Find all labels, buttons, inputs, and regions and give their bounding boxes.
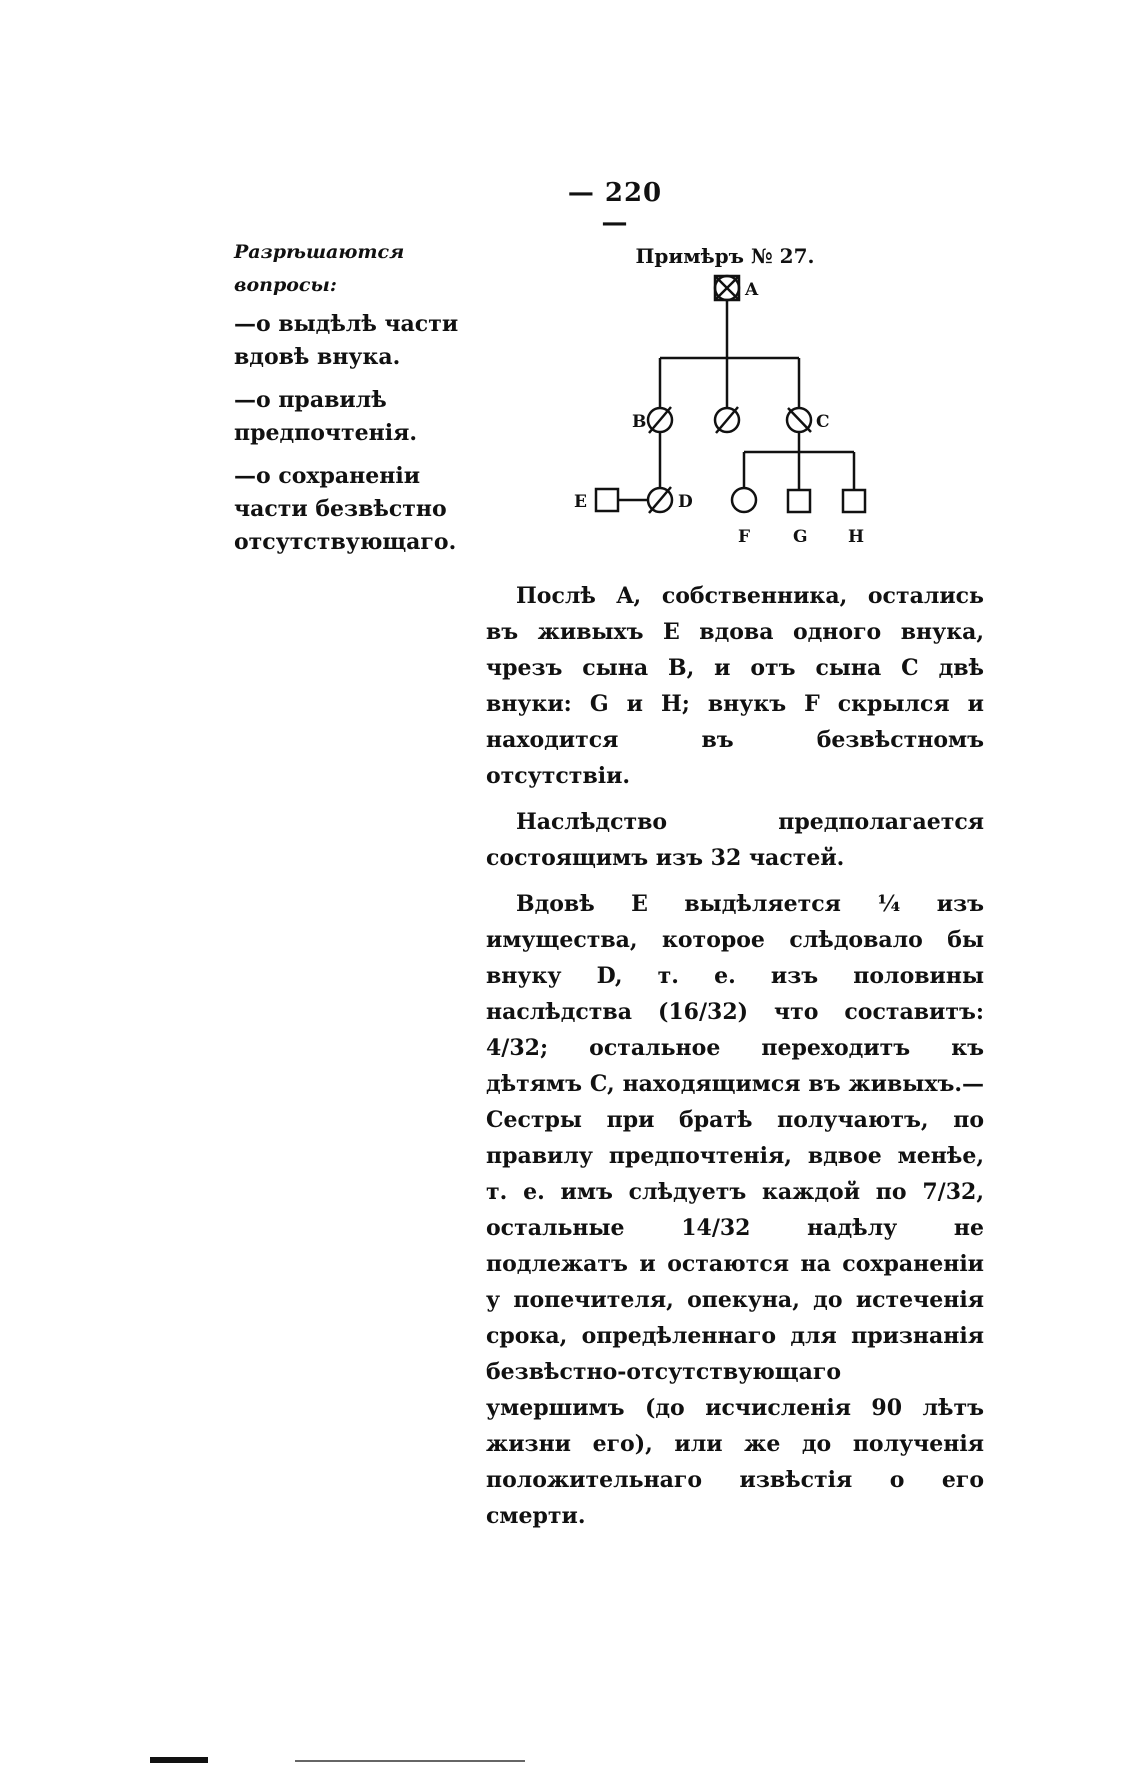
person-c-symbol <box>787 408 811 432</box>
margin-note-preference-rule: —о правилѣ предпочтенія. <box>234 387 418 446</box>
person-middle-symbol <box>715 407 739 433</box>
genealogy-diagram <box>560 270 900 560</box>
margin-note-widow-share: —о выдѣлѣ части вдовѣ внука. <box>234 311 459 370</box>
body-text <box>486 578 984 1544</box>
person-e-symbol <box>596 489 618 511</box>
paragraph-estate-size: Наслѣдство предполагается состоящимъ изъ 32 частей. <box>486 809 984 871</box>
scan-rule <box>295 1760 525 1762</box>
person-h-symbol <box>843 490 865 512</box>
label-g: G <box>793 527 808 547</box>
scan-mark <box>150 1757 208 1763</box>
margin-note-absentee-share: —о сохраненіи части безвѣстно отсутствующаго. <box>234 463 457 555</box>
person-f-symbol <box>732 488 756 512</box>
paragraph-heirs: Послѣ A, собственника, остались въ живыхъ E вдова одного внука, чрезъ сына B, и отъ сына C двѣ внуки: G и H; внукъ F скрылся и находится въ безвѣстномъ отсутствіи. <box>486 583 984 789</box>
person-b-symbol <box>648 407 672 433</box>
label-e: E <box>574 492 587 512</box>
label-f: F <box>738 527 751 547</box>
margin-heading: Разрѣшаются вопросы: <box>234 241 405 296</box>
person-a-symbol <box>715 276 739 300</box>
paragraph-distribution: Вдовѣ E выдѣляется ¼ изъ имущества, которое слѣдовало бы внуку D, т. е. изъ половины наслѣдства (16/32) что составитъ: 4/32; остальное переходитъ къ дѣтямъ C, находящимся въ живыхъ.—Сестры при братѣ получаютъ, по правилу предпочтенія, вдвое менѣе, т. е. имъ слѣдуетъ каждой по 7/32, остальные 14/32 надѣлу не подлежатъ и остаются на сохраненіи у попечителя, опекуна, до истеченія срока, опредѣленнаго для признанія безвѣстно-отсутствующаго умершимъ (до исчисленія 90 лѣтъ жизни его), или же до полученія положительнаго извѣстія о его смерти. <box>486 891 984 1529</box>
margin-notes <box>234 236 494 569</box>
page-number: — 220 — <box>567 178 663 238</box>
person-d-symbol <box>648 487 672 513</box>
label-a: A <box>745 280 759 300</box>
person-g-symbol <box>788 490 810 512</box>
label-b: B <box>632 412 647 432</box>
label-c: C <box>816 412 830 432</box>
example-title: Примѣръ № 27. <box>635 244 815 268</box>
label-h: H <box>848 527 865 547</box>
label-d: D <box>678 492 693 512</box>
